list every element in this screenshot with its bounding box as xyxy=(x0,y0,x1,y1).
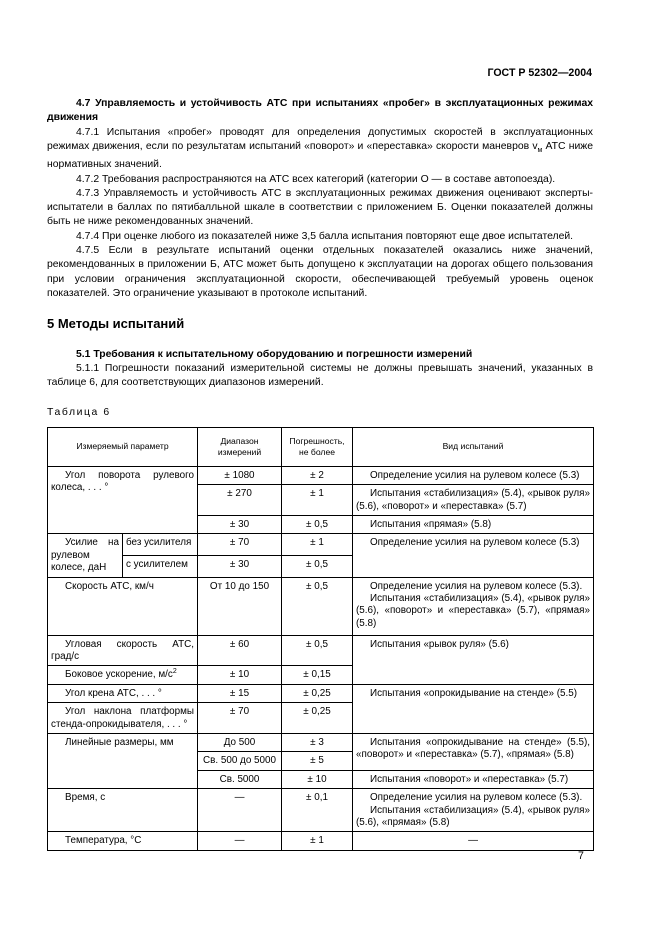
cell-test-type xyxy=(353,577,594,635)
page-number: 7 xyxy=(578,850,584,862)
cell-subparam: с усилителем xyxy=(123,555,198,577)
cell-range: ± 30 xyxy=(198,515,282,533)
table-row xyxy=(48,789,594,832)
table-row xyxy=(48,684,594,702)
cell-range: ± 1080 xyxy=(198,466,282,484)
cell-param: Угол поворота рулевого колеса, . . . ° xyxy=(48,466,198,534)
cell-param: Время, с xyxy=(48,789,198,832)
table-header-row xyxy=(48,427,594,466)
table-row xyxy=(48,466,594,484)
cell-param: Скорость АТС, км/ч xyxy=(48,577,198,635)
cell-error: ± 1 xyxy=(282,485,353,516)
cell-error: ± 0,25 xyxy=(282,684,353,702)
cell-error: ± 0,5 xyxy=(282,515,353,533)
cell-param: Температура, °С xyxy=(48,832,198,850)
table-caption: Таблица 6 xyxy=(47,407,111,419)
cell-error: ± 0,15 xyxy=(282,666,353,684)
cell-range: ± 10 xyxy=(198,666,282,684)
paragraph-4-7-4: 4.7.4 При оценке любого из показателей ниже 3,5 балла испытания повторяют еще двое испытателей. xyxy=(76,230,574,242)
document-header: ГОСТ Р 52302—2004 xyxy=(487,67,592,79)
table-6 xyxy=(47,427,594,851)
header-parameter: Измеряемый параметр xyxy=(48,427,198,466)
cell-param: Линейные размеры, мм xyxy=(48,734,198,789)
cell-range: — xyxy=(198,832,282,850)
cell-range: От 10 до 150 xyxy=(198,577,282,635)
table-row xyxy=(48,734,594,752)
section-5-1-title: 5.1 Требования к испытательному оборудованию и погрешности измерений xyxy=(76,348,473,360)
cell-test-type: Определение усилия на рулевом колесе (5.3) xyxy=(353,466,594,484)
cell-range: ± 70 xyxy=(198,534,282,556)
table-row xyxy=(48,635,594,666)
cell-error: ± 10 xyxy=(282,770,353,788)
cell-error: ± 2 xyxy=(282,466,353,484)
paragraph-4-7-2: 4.7.2 Требования распространяются на АТС всех категорий (категории О — в составе автопоезда). xyxy=(76,173,556,185)
test-type-line: Испытания «стабилизация» (5.4), «рывок руля» (5.6), «поворот» и «переставка» (5.7), «прямая» (5.8) xyxy=(356,592,590,629)
cell-range: До 500 xyxy=(198,734,282,752)
cell-test-type xyxy=(353,789,594,832)
cell-range: ± 70 xyxy=(198,703,282,734)
cell-range: — xyxy=(198,789,282,832)
cell-param: Усилие на рулевом колесе, даН xyxy=(48,534,123,577)
section-5-title: 5 Методы испытаний xyxy=(47,316,185,332)
test-type-line: Определение усилия на рулевом колесе (5.3). xyxy=(370,792,583,804)
cell-range: ± 15 xyxy=(198,684,282,702)
cell-range: ± 270 xyxy=(198,485,282,516)
test-type-line: Испытания «стабилизация» (5.4), «рывок руля» (5.6), «прямая» (5.8) xyxy=(356,804,590,829)
header-range: Диапазон измерений xyxy=(198,427,282,466)
cell-error: ± 5 xyxy=(282,752,353,770)
cell-test-type: Испытания «опрокидывание на стенде» (5.5) xyxy=(353,684,594,733)
cell-test-type: Испытания «поворот» и «переставка» (5.7) xyxy=(353,770,594,788)
cell-error: ± 1 xyxy=(282,534,353,556)
cell-error: ± 0,5 xyxy=(282,577,353,635)
section-4-7-title: 4.7 Управляемость и устойчивость АТС при испытаниях «пробег» в эксплуатационных режимах движения xyxy=(47,98,593,124)
cell-range: ± 60 xyxy=(198,635,282,666)
cell-error: ± 0,5 xyxy=(282,635,353,666)
main-content xyxy=(47,97,593,851)
cell-error: ± 0,25 xyxy=(282,703,353,734)
cell-error: ± 0,1 xyxy=(282,789,353,832)
table-row xyxy=(48,534,594,556)
header-test-type: Вид испытаний xyxy=(353,427,594,466)
cell-test-type: Испытания «прямая» (5.8) xyxy=(353,515,594,533)
cell-param: Угловая скорость АТС, град/с xyxy=(48,635,198,666)
cell-test-type: Испытания «стабилизация» (5.4), «рывок руля» (5.6), «поворот» и «переставка» (5.7) xyxy=(353,485,594,516)
cell-param: Боковое ускорение, $м/с^2$ xyxy=(48,666,198,684)
table-row xyxy=(48,832,594,850)
cell-subparam: без усилителя xyxy=(123,534,198,556)
cell-test-type: Определение усилия на рулевом колесе (5.3) xyxy=(353,534,594,577)
header-error: Погрешность, не более xyxy=(282,427,353,466)
paragraph-4-7-5: 4.7.5 Если в результате испытаний оценки отдельных показателей оказались ниже значений, рекомендованных в приложении Б, АТС может быть допущено к эксплуатации на дорогах общего пользования при условии ограничения эксплуатационной скорости, обеспечивающей требуемый уровень оценок показателей. Это ограничение указывают в протоколе испытаний. xyxy=(47,245,593,299)
cell-test-type: — xyxy=(353,832,594,850)
cell-test-type: Испытания «опрокидывание на стенде» (5.5), «поворот» и «переставка» (5.7), «прямая» (5.8) xyxy=(353,734,594,771)
cell-param: Угол наклона платформы стенда-опрокидывателя, . . . ° xyxy=(48,703,198,734)
paragraph-4-7-1: 4.7.1 Испытания «пробег» проводят для определения допустимых скоростей в эксплуатационных режимах движения, если по результатам испытаний «поворот» и «переставка» скорости маневров $v_м$ АТС ниже нормативных значений. xyxy=(47,126,593,171)
cell-error: ± 0,5 xyxy=(282,555,353,577)
cell-param: Угол крена АТС, . . . ° xyxy=(48,684,198,702)
cell-error: ± 3 xyxy=(282,734,353,752)
test-type-line: Определение усилия на рулевом колесе (5.3). xyxy=(370,580,583,592)
table-row xyxy=(48,577,594,635)
paragraph-4-7-3: 4.7.3 Управляемость и устойчивость АТС в эксплуатационных режимах движения оценивают эксперты-испытатели в баллах по пятибалльной шкале в соответствии с приложением Б. Оценки показателей должны быть не ниже рекомендованных значений. xyxy=(47,187,593,228)
cell-error: ± 1 xyxy=(282,832,353,850)
cell-range: ± 30 xyxy=(198,555,282,577)
paragraph-5-1-1: 5.1.1 Погрешности показаний измерительной системы не должны превышать значений, указанных в таблице 6, для соответствующих диапазонов измерений. xyxy=(47,362,593,389)
cell-range: Св. 5000 xyxy=(198,770,282,788)
cell-range: Св. 500 до 5000 xyxy=(198,752,282,770)
cell-test-type: Испытания «рывок руля» (5.6) xyxy=(353,635,594,684)
